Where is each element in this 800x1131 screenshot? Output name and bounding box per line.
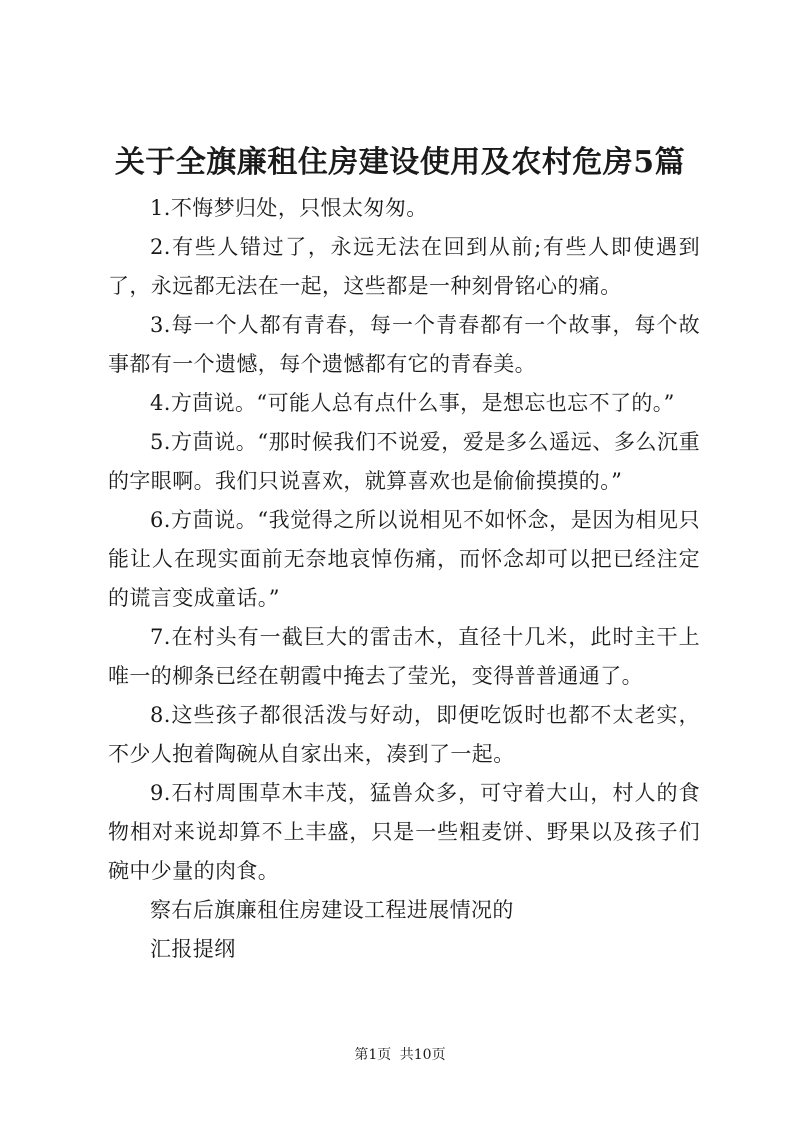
paragraph: 5.方茴说。“那时候我们不说爱，爱是多么遥远、多么沉重的字眼啊。我们只说喜欢，就算喜欢也是偷偷摸摸的。” <box>108 430 700 493</box>
page-total: 共10页 <box>399 1047 446 1063</box>
document-body <box>108 189 700 969</box>
paragraph: 3.每一个人都有青春，每一个青春都有一个故事，每个故事都有一个遗憾，每个遗憾都有它的青春美。 <box>108 313 700 376</box>
paragraph: 察右后旗廉租住房建设工程进展情况的 <box>150 898 514 922</box>
paragraph: 9.石村周围草木丰茂，猛兽众多，可守着大山，村人的食物相对来说却算不上丰盛，只是一些粗麦饼、野果以及孩子们碗中少量的肉食。 <box>108 781 700 883</box>
paragraph: 6.方茴说。“我觉得之所以说相见不如怀念，是因为相见只能让人在现实面前无奈地哀悼伤痛，而怀念却可以把已经注定的谎言变成童话。” <box>108 508 700 610</box>
paragraph: 1.不悔梦归处，只恨太匆匆。 <box>150 196 428 220</box>
paragraph: 8.这些孩子都很活泼与好动，即便吃饭时也都不太老实，不少人抱着陶碗从自家出来，凑到了一起。 <box>108 703 700 766</box>
paragraph: 汇报提纲 <box>150 937 236 961</box>
paragraph: 7.在村头有一截巨大的雷击木，直径十几米，此时主干上唯一的柳条已经在朝霞中掩去了莹光，变得普普通通了。 <box>108 625 700 688</box>
page-number: 第1页 <box>354 1047 392 1063</box>
paragraph: 4.方茴说。“可能人总有点什么事，是想忘也忘不了的。” <box>150 391 675 415</box>
page-footer <box>0 1045 800 1065</box>
paragraph: 2.有些人错过了，永远无法在回到从前;有些人即使遇到了，永远都无法在一起，这些都是一种刻骨铭心的痛。 <box>108 235 700 298</box>
document-title: 关于全旗廉租住房建设使用及农村危房5篇 <box>114 145 686 180</box>
